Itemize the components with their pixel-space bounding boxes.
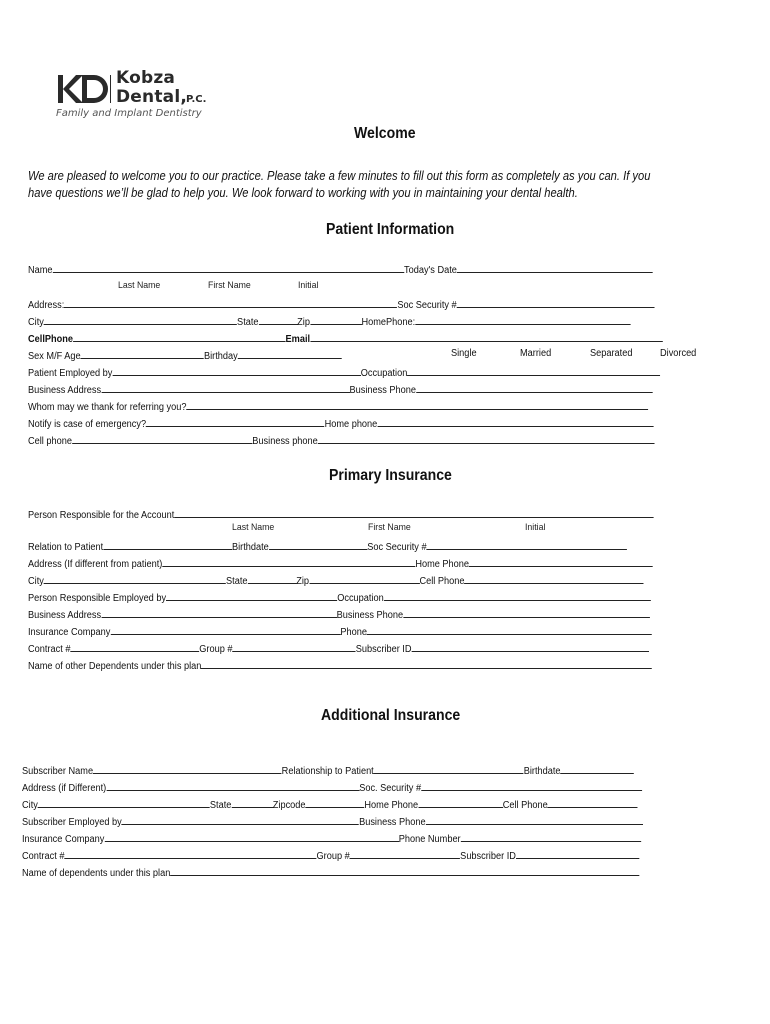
primary-business-address-label: Business Address [28,610,102,621]
patient-info-title: Patient Information [326,221,455,238]
brand-suffix: P.C. [186,94,207,105]
responsible-row [28,507,654,522]
additional-state-label: State [209,800,232,811]
referral-row [28,399,648,414]
subscriber-name-field[interactable] [93,763,282,774]
business-address-label: Business Address [28,385,102,396]
additional-zipcode-field[interactable] [306,797,365,808]
primary-city-field[interactable] [44,573,226,584]
primary-subscriber-id-field[interactable] [412,641,649,652]
city-label: City [28,317,44,328]
birthday-label: Birthday [203,351,238,362]
additional-dependents-row [22,865,640,880]
additional-employed-by-label: Subscriber Employed by [22,817,122,828]
primary-contract-field[interactable] [70,641,199,652]
primary-business-phone-field[interactable] [403,607,650,618]
additional-insurance-company-field[interactable] [104,831,398,842]
brand-tagline: Family and Implant Dentistry [56,108,202,119]
last-name-caption: Last Name [118,280,161,291]
todays-date-field[interactable] [457,262,653,273]
address-label: Address: [28,300,65,311]
additional-insurance-company-row [22,831,641,846]
age-field[interactable] [81,348,204,359]
city-row [28,314,630,329]
primary-dependents-row [28,658,652,673]
business-phone-label: Business Phone [349,385,417,396]
additional-group-field[interactable] [350,848,460,859]
business-phone-field[interactable] [416,382,652,393]
primary-city-label: City [28,576,44,587]
primary-business-phone-label: Business Phone [336,610,404,621]
referral-field[interactable] [187,399,649,410]
additional-dependents-label: Name of dependents under this plan [22,868,171,879]
additional-birthdate-label: Birthdate [523,766,561,777]
status-divorced[interactable]: Divorced [660,348,697,359]
name-field[interactable] [53,262,404,273]
primary-birthdate-field[interactable] [269,539,367,550]
primary-cell-phone-field[interactable] [464,573,643,584]
responsible-field[interactable] [174,507,653,518]
state-label: State [237,317,259,328]
additional-contract-row [22,848,639,863]
additional-cell-phone-field[interactable] [548,797,638,808]
relation-label: Relation to Patient [28,542,104,553]
additional-business-phone-label: Business Phone [359,817,426,828]
subscriber-name-label: Subscriber Name [22,766,94,777]
primary-soc-security-field[interactable] [427,539,628,550]
additional-address-field[interactable] [106,780,359,791]
employed-by-label: Patient Employed by [28,368,113,379]
name-row [28,262,653,277]
additional-zipcode-label: Zipcode [272,800,306,811]
employed-by-field[interactable] [112,365,360,376]
email-field[interactable] [310,331,662,342]
additional-soc-security-label: Soc. Security # [359,783,422,794]
primary-contract-label: Contract # [28,644,71,655]
primary-first-name-caption: First Name [368,522,411,533]
additional-insurance-title: Additional Insurance [321,707,461,724]
first-name-caption: First Name [208,280,251,291]
welcome-text-line-1: We are pleased to welcome you to our practice. Please take a few minutes to fill out this form as completely as you can. If you [28,168,651,183]
cellphone-row [28,331,662,346]
business-phone-2-label: Business phone [252,436,318,447]
additional-city-row [22,797,638,812]
home-phone-label: Home phone [324,419,378,430]
primary-occupation-field[interactable] [384,590,651,601]
sex-age-row [28,348,342,363]
additional-phone-number-field[interactable] [461,831,641,842]
status-married[interactable]: Married [520,348,552,359]
home-phone-field[interactable] [377,416,653,427]
additional-contract-label: Contract # [22,851,65,862]
emergency-row [28,416,653,431]
primary-group-label: Group # [199,644,233,655]
additional-city-label: City [22,800,38,811]
name-label: Name [28,265,53,276]
primary-insurance-title: Primary Insurance [329,467,452,484]
primary-dependents-field[interactable] [201,658,652,669]
primary-birthdate-label: Birthdate [231,542,269,553]
primary-contract-row [28,641,649,656]
initial-caption: Initial [298,280,319,291]
additional-dependents-field[interactable] [170,865,639,876]
primary-address-label: Address (If different from patient) [28,559,163,570]
primary-business-row [28,607,650,622]
additional-insurance-company-label: Insurance Company [22,834,105,845]
primary-insurance-company-field[interactable] [110,624,340,635]
city-field[interactable] [44,314,237,325]
status-single[interactable]: Single [451,348,477,359]
additional-cell-phone-label: Cell Phone [502,800,548,811]
business-address-row [28,382,652,397]
primary-city-row [28,573,644,588]
brand-name: Kobza [116,68,176,88]
soc-security-label: Soc Security # [397,300,457,311]
brand-name-2: Dental, [116,87,188,107]
primary-phone-field[interactable] [367,624,652,635]
primary-group-field[interactable] [232,641,355,652]
additional-employer-row [22,814,643,829]
additional-soc-security-field[interactable] [421,780,642,791]
sex-age-label: Sex M/F Age [28,351,81,362]
state-field[interactable] [259,314,298,325]
welcome-title: Welcome [354,125,416,142]
referral-label: Whom may we thank for referring you? [28,402,187,413]
additional-subscriber-id-label: Subscriber ID [460,851,516,862]
practice-logo [56,68,256,122]
zip-label: Zip [297,317,310,328]
cellphone-field[interactable] [73,331,286,342]
primary-zip-field[interactable] [309,573,419,584]
primary-cell-phone-label: Cell Phone [419,576,465,587]
primary-employed-by-label: Person Responsible Employed by [28,593,167,604]
welcome-text-line-2: have questions we’ll be glad to help you. We look forward to working with you in maintaining your dental health. [28,185,578,200]
primary-state-field[interactable] [248,573,297,584]
additional-address-label: Address (if Different) [22,783,107,794]
additional-home-phone-field[interactable] [418,797,503,808]
primary-business-address-field[interactable] [101,607,337,618]
primary-employed-by-field[interactable] [166,590,337,601]
primary-home-phone-field[interactable] [469,556,653,567]
additional-group-label: Group # [316,851,350,862]
birthday-field[interactable] [238,348,342,359]
business-address-field[interactable] [101,382,349,393]
additional-subscriber-id-field[interactable] [516,848,639,859]
primary-soc-security-label: Soc Security # [367,542,427,553]
additional-state-field[interactable] [231,797,272,808]
primary-subscriber-id-label: Subscriber ID [355,644,412,655]
primary-insurance-company-label: Insurance Company [28,627,111,638]
kd-monogram-icon [56,72,112,106]
occupation-label: Occupation [360,368,408,379]
cell-phone-row [28,433,655,448]
address-field[interactable] [64,297,397,308]
business-phone-2-field[interactable] [318,433,655,444]
zip-field[interactable] [310,314,362,325]
homephone-field[interactable] [415,314,630,325]
primary-employer-row [28,590,651,605]
relation-field[interactable] [103,539,232,550]
primary-home-phone-label: Home Phone [415,559,470,570]
additional-contract-field[interactable] [64,848,316,859]
relationship-field[interactable] [374,763,524,774]
primary-address-field[interactable] [162,556,415,567]
cellphone-label: CellPhone [28,334,73,345]
relation-row [28,539,627,554]
cell-phone-label: Cell phone [28,436,72,447]
primary-last-name-caption: Last Name [232,522,275,533]
additional-phone-number-label: Phone Number [398,834,461,845]
homephone-label: HomePhone: [361,317,416,328]
primary-phone-label: Phone [340,627,367,638]
email-label: Email [285,334,311,345]
additional-birthdate-field[interactable] [561,763,635,774]
primary-occupation-label: Occupation [337,593,384,604]
emergency-field[interactable] [146,416,324,427]
primary-insurance-company-row [28,624,652,639]
additional-home-phone-label: Home Phone [364,800,419,811]
emergency-label: Notify is case of emergency? [28,419,147,430]
additional-employed-by-field[interactable] [122,814,359,825]
address-row [28,297,654,312]
primary-zip-label: Zip [296,576,310,587]
relationship-label: Relationship to Patient [281,766,374,777]
additional-city-field[interactable] [38,797,210,808]
occupation-field[interactable] [407,365,660,376]
primary-state-label: State [226,576,248,587]
employer-row [28,365,660,380]
soc-security-field[interactable] [457,297,655,308]
additional-business-phone-field[interactable] [426,814,643,825]
primary-address-row [28,556,653,571]
todays-date-label: Today's Date [403,265,457,276]
cell-phone-field[interactable] [72,433,252,444]
responsible-label: Person Responsible for the Account [28,510,175,521]
primary-dependents-label: Name of other Dependents under this plan [28,661,202,672]
primary-initial-caption: Initial [525,522,546,533]
subscriber-row [22,763,634,778]
status-separated[interactable]: Separated [590,348,633,359]
additional-address-row [22,780,642,795]
